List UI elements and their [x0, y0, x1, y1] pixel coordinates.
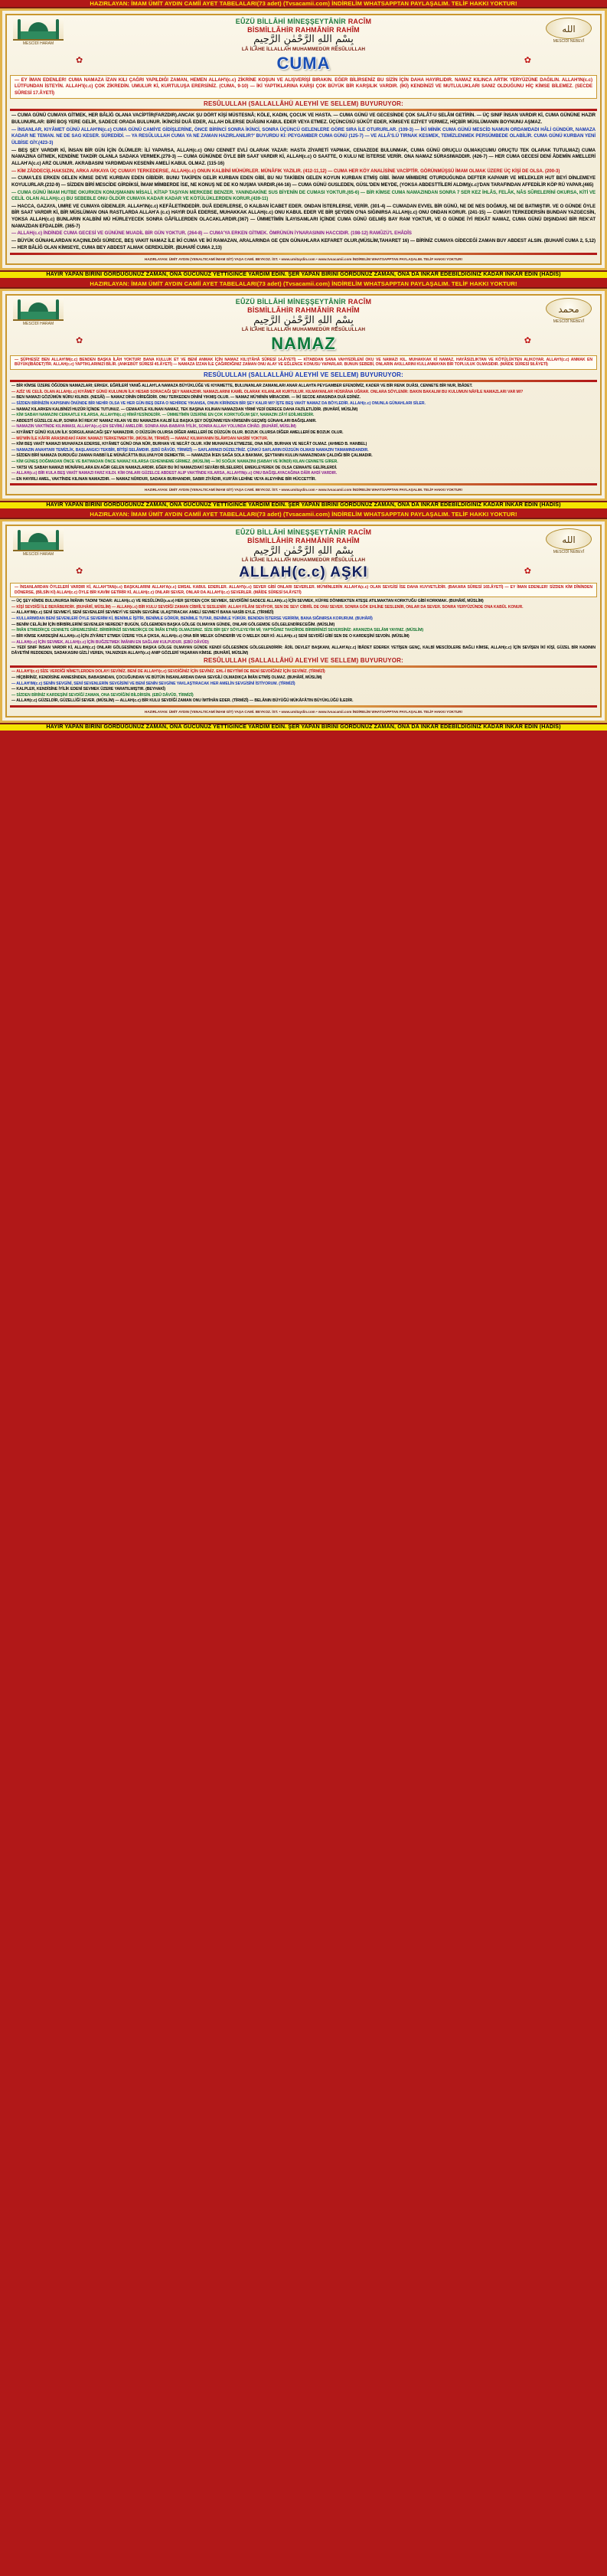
poster-title-bar-2 — [10, 334, 597, 354]
kaaba-caption: MESCİDİ HARAM — [22, 41, 54, 46]
euzu-line: EÛZÜ BİLLÂHİ MİNEŞŞEYTÂNİR RACÎM — [235, 298, 372, 306]
paragraph: — BİR KİMSE ÜZERE ÖĞÜDEN NAMAZLARI; ERKEK. EĞRİLERİ YANIĞ ALLAH'LA NAMAZA BÜYÜKLÜĞE VE KIYAMETTE, BULUNANLAR ZAMANLARI ANAR ALLAHTA PEYGAMBER EFENDİMİZ, KADER VE BİR RENK DUÂSI, CENNETE BİR NUR, İBÂDET. — [11, 384, 473, 389]
card-footer-1: HAZIRLAYAN: ÜMİT AYDIN (YENALTICAMİ İMAM GİT) YAŞA CAMİ. BEYKOZ. İST. • www.umitaydin.com • www.tvsacamii.com İNDİRELİM WHATSAPPTAN PAYLAŞALIM. TELİF HAKKI YOKTUR! — [144, 257, 463, 262]
paragraph: — MÜ'MİN İLE KÂFİR ARASINDAKİ FARK NAMAZI TERKETMEKTİR. (MÜSLİM, TİRMİZÎ) — NAMAZ KILMAYANIN İSLÂM'DAN NASİBİ YOKTUR. — [11, 436, 269, 441]
kaaba-photo-left — [10, 528, 67, 557]
paragraph: — İMÂN ETMEDİKÇE CENNETE GİREMEZSİNİZ. BİRBİRİNİZİ SEVMEDİKÇE DE İMÂN ETMİŞ OLMAZSINIZ. SİZE BİR ŞEY SÖYLEYEYİM Mİ; YAPTIĞINIZ TAKDÎRDE BİRBİRİNİZİ SEVERSİNİZ: ARANIZDA SELÂMI YAYINIZ. (MÜSLİM) — [11, 628, 424, 633]
allah-calligraphy-icon: الله — [546, 18, 592, 39]
top-banner-3: HAZIRLAYAN: İMAM ÜMİT AYDIN CAMİİ AYET TABELALARI(73 adet) (Tvsacamii.com) İNDİRELİM WHATSAPPTAN PAYLAŞALIM. TELİF HAKKI YOKTUR! — [0, 511, 607, 519]
kaaba-icon — [13, 18, 64, 41]
flower-icon-left: ✿ — [76, 567, 83, 577]
hadith-section-title: RESÛLULLAH (SALLALLÂHÜ ALEYHİ VE SELLEM) BUYURUYOR: — [203, 657, 403, 665]
paragraph: — KALPLER, KENDİSİNE İYİLİK EDENİ SEVMEK ÜZERE YARATILMIŞTIR. (BEYHAKÎ) — [11, 687, 165, 692]
paragraph: — ALLAH(c.c) İNDİNDE CUMA GECESİ VE GÜNÜNE MUADİL BİR GÜN YOKTUR. (264-8) — CUMA'YA ERKEN GİTMEK. ÖMRÜNÜN İYNARASININ HACCIDIR. (198-12) RAMÛZÜ'L EHÂDÎS — [11, 230, 412, 237]
ayet-box-3 — [10, 583, 597, 597]
paragraph: — CUMA'LES ERKEN GELEN KİMSE DEVE KURBAN EDEN GİBİDİR. BUNU TAKİPEN GELİR KURBAN EDEN GİBİ, BU NU TAKİBEN GELEN KOYUN KURBAN ETMİŞ GİBİ. İMAM MİMBERE OTURDUĞUNDA DEFTER KAPANIR VE MELEKLER HUT BEYİ DİNLEMEYE KOYULURLAR.(232-9) — SİZDEN BİRİ MESCİDE GİRDİKSİ, İMAM MİMBERDE İSE, NE KONUŞ NE DE KO NUŞMA VARDIR.(44-16) — CUMA GÜNÜ GUSLEDEN, GÜSL'DEN MEYDE, (YOKSA ABDESTTİLERİ ALDIM)(c.c)'DAN TARAFINDAN AFFEDİLİR KÖP RÜ YAPAR.(465) — [11, 175, 596, 188]
paragraph: — AZİZ VE CELİL OLAN ALLAH(c.c) KIYÂMET GÜNÜ KULUNUN İLK HESAB SORACAĞI ŞEY NAMAZDIR. NAMAZLARINI KAMİL OLARAK KILANLAR KURTULUR. KILMAYANLAR HÜSRÂNA UĞRAR. ONLARA SÖYLENİR: BAKIN BAKALIM BU KULUMUN NÂFİLE NAMAZLARI VAR MI? — [11, 389, 524, 394]
kaaba-photo-left — [10, 18, 67, 46]
top-banner-2: HAZIRLAYAN: İMAM ÜMİT AYDIN CAMİİ AYET TABELALARI(73 adet) (Tvsacamii.com) İNDİRELİM WHATSAPPTAN PAYLAŞALIM. TELİF HAKKI YOKTUR! — [0, 280, 607, 289]
paragraph: — HİÇBİRİNİZ, KENDİSİNE ANNESİNDEN, BABASINDAN, ÇOCUĞUNDAN VE BÜTÜN İNSANLARDAN DAHA SEVGİLİ OLMADIKÇA İMÂN ETMİŞ OLMAZ. (BUHÂRÎ, MÜSLİM) — [11, 675, 322, 680]
paragraph: — KIYÂMET GÜNÜ KULUN İLK SORGULANACAĞI ŞEY NAMAZDIR. O DÜZGÜN OLURSA DİĞER AMELLERİ DE DÜZGÜN OLUR. BOZUK OLURSA DİĞER AMELLERİ DE BOZUK OLUR. — [11, 430, 344, 435]
ayet-box-1 — [10, 75, 597, 100]
paragraph: — BEŞ ŞEY VARDIR Kİ, İNSAN BİR GÜN İÇİN ÖLÜMLER: İLİ YAPARSA, ALLAH(c.c) ONU CENNET EVLİ OLARAK YAZAR: HASTA ZİYARETİ YAPMAK, CENAZEDE BULUNMAK, CUMA GÜNÜ ORUÇLU OLMAK(CUMU ORUÇTU TEK OLARAK TUTULMAZ) CUMA NAMAZINA GİTMEK, KENDİNE TAKDİR OLANLA SADAKA VERMEK.(279-3) — CUMA GÜNÜNDE ÖYLE BİR SAAT VARDIR Kİ, ALLAH(c.c) O SAATTE, O KULU NE İSTERSE VERİR. ONA NAMAZ SÜRASIWADDIR. (426-7) — HER CUMA GECESİ DENİ ÂDEMİN AMELLERİ ALLAH'A(c.c) ARZ OLUNUR. AKRABASINI YARDIMDAN KESENİN AMELİ KABUL OLMAZ. (115-16) — [11, 147, 596, 166]
paragraph: — BEN NAMAZI GÖZÜMÜN NÛRU KILINDI. (NESÂÎ) — NAMAZ DİNİN DİREĞİDİR. ONU TERKEDEN DİNİNİ YIKMIŞ OLUR. — NAMAZ MÜ'MİNİN MİRACIDIR. — İKİ SECDE ARASINDA DUÂ EDİNİZ. — [11, 395, 361, 400]
hadith-body-2 — [10, 384, 597, 482]
hadith-body-3-bottom — [10, 669, 597, 704]
besmele-line: BİSMİLLÂHİR RAHMÂNİR RAHÎM — [247, 536, 360, 544]
shahada-line: LÂ İLÂHE İLLALLAH MUHAMMEDÜR RESÛLULLAH — [241, 326, 366, 332]
paragraph: — SİZDEN BİRİNİZ KARDEŞİNİ SEVDİĞİ ZAMAN, ONA SEVDİĞİNİ BİLDİRSİN. (EBÛ DÂVÛD, TİRMİZÎ) — [11, 692, 194, 698]
paragraph: — KİM SABAH NAMAZINI CEMAATLE KILARSA, ALLAH'IN(c.c) HİMÂYESİNDEDİR. — ÜMMETİMİN ÜZERİNE EN ÇOK KORKTUĞUM ŞEY, NAMAZIN ZÂYİ EDİLMESİDİR. — [11, 413, 315, 418]
paragraph: — ALLAH'IM(c.c) SENİN SEVGİNİ, SENİ SEVENLERİN SEVGİSİNİ VE BENİ SENİN SEVGİNE YAKLAŞTIRACAK HER AMELİN SEVGİSİNİ İSTİYORUM. (TİRMİZÎ) — [11, 681, 295, 686]
paragraph: — BİR KİMSE KARDEŞİNİ ALLAH(c.c) İÇİN ZİYÂRET ETMEK ÜZERE YOLA ÇIKSA, ALLAH(c.c) ONA BİR MELEK GÖNDERİR VE O MELEK DER Kİ: ALLAH(c.c) SENİ SEVDİĞİ GİBİ SEN DE O KARDEŞİNİ SEVDİN. (MÜSLİM) — [11, 633, 410, 639]
kaaba-photo-left — [10, 298, 67, 326]
paragraph: — ABDESTİ GÜZELCE ALIP, SONRA İKİ REK'AT NAMAZ KILAN VE BU NAMAZDA KALBİ İLE BAŞKA ŞEY DÜŞÜNMEYEN KİMSENİN GEÇMİŞ GÜNAHLARI BAĞIŞLANIR. — [11, 418, 317, 423]
besmele-arabic: بِسْمِ اللهِ الرَّحْمٰنِ الرَّحِيمِ — [253, 314, 354, 326]
divider — [10, 665, 597, 668]
paragraph: — BENİM CELÂLİM İÇİN BİRBİRLERİNİ SEVENLER NEREDE? BUGÜN, GÖLGEMDEN BAŞKA GÖLGE OLMAYAN GÜNDE, ONLARI GÖLGEMDE GÖLGELENDİRECEĞİM. (MÜSLİM) — [11, 622, 335, 627]
kaaba-caption: MESCİDİ HARAM — [22, 322, 54, 327]
muhammad-calligraphy-icon: محمد — [546, 298, 592, 319]
paragraph: — KULLARIMDAN BENİ SEVENLERİ ÖYLE SEVERİM Kİ, BENİMLE İŞİTİR, BENİMLE GÖRÜR, BENİMLE TUTAR, BENİMLE YÜRÜR. BENDEN İSTERSE VERİRİM, BANA SIĞINIRSA KORURUM. (BUHÂRÎ) — [11, 616, 373, 622]
top-banner-1: HAZIRLAYAN: İMAM ÜMİT AYDIN CAMİİ AYET TABELALARI(73 adet) (Tvsacamii.com) İNDİRELİM WHATSAPPTAN PAYLAŞALIM. TELİF HAKKI YOKTUR! — [0, 0, 607, 8]
yellow-banner-3: HAYIR YAPAN BİRİNİ GÖRDÜĞÜNÜZ ZAMAN, ONA GÜCÜNÜZ YETTİĞİNCE YARDIM EDİN. ŞER YAPAN BİRİNİ GÖRDÜNÜZ ZAMAN, ONA DA İNKAR EDEBİLDİĞİNİZ KADAR İNKAR EDİN (HADİS) — [0, 723, 607, 731]
yellow-banner-1: HAYIR YAPAN BİRİNİ GÖRDÜĞÜNÜZ ZAMAN, ONA GÜCÜNÜZ YETTİĞİNCE YARDIM EDİN. ŞER YAPAN BİRİNİ GÖRDÜNÜZ ZAMAN, ONA DA İNKAR EDEBİLDİĞİNİZ KADAR İNKAR EDİN (HADİS) — [0, 270, 607, 278]
hadith-body-1 — [10, 113, 597, 251]
flower-icon-right: ✿ — [524, 55, 531, 65]
divider — [10, 109, 597, 111]
poster-card-allah-aski — [0, 519, 607, 723]
paragraph: — HACCA, GAZAYA, UMRE VE CUMAYA GİDENLER. ALLAH'IN(c.c) KEFÂLETİNDEDİR. DUÂ EDERLERSE, O KALBAN İCABET EDER. ONDAN İSTERLERSE, VERİR. (301-4) — CUMADAN EVVEL BİR GÜNÜ, NE DE NES DOĞMUŞ, NE DE BATMIŞTIR. VE O GÜNDE ÖYLE BİR SAAT VARDIR Kİ, BİR MÜSLÜMAN ONA RASTLARDA ALLAH'A (c.c) HAYIR DUÂ EDERSE, MUHAKKAK ALLAH(c.c) ONU KABUL EDER VE BİR ŞEYDEN O'NA SIĞINIRSA ALLAH(c.c) ONU ONDAN KORUR. (241-15) — CUMAYI TERKEDERSİN BUNDAN YAZGECSİN, YOKSA ALLAH(c.c) BUNLARIN KALBİNİ MÜ HÜRLEYECEK SONRA GÂFİLLERDEN OLACAKLARDIR.(367) — ÜMMETİMİN İLAYISAMLARI İÇİNDE CUMA GÜNÜ GELMİŞ BAY RAM YOKTUR, VE O GÜNDE İYİ REKÂT NAMAZ, CUMA GÜNÜ DIŞINDAKİ BİR REK'AT NAMAZDAN EFDALDİR. (365-7) — [11, 203, 596, 229]
besmele-line: BİSMİLLÂHİR RAHMÂNİR RAHÎM — [247, 306, 360, 314]
besmele-arabic: بِسْمِ اللهِ الرَّحْمٰنِ الرَّحِيمِ — [253, 34, 354, 46]
hadith-section-title: RESÛLULLAH (SALLALLÂHÜ ALEYHİ VE SELLEM) BUYURUYOR: — [203, 371, 403, 379]
paragraph: — NAMAZIN ANAHTARI TEMİZLİK, BAŞLANGICI TEKBİR, BİTİŞİ SELÂMDIR. (EBÛ DÂVÛD, TİRMİZÎ) — SAFLARINIZI DÜZELTİNİZ. ÇÜNKÜ SAFLARIN DÜZGÜN OLMASI NAMAZIN TAMAMINDANDIR. — [11, 447, 369, 453]
flower-icon-left: ✿ — [76, 335, 83, 345]
flower-icon-right: ✿ — [524, 567, 531, 577]
page-title: NAMAZ — [271, 333, 336, 353]
ayet-text: — İNSANLARDAN ÖYLELERİ VARDIR Kİ, ALLAH'TAN(c.c) BAŞKALARINI ALLAH'A(c.c) EMSAL KABUL EDERLER. ALLAH'I(c.c) SEVER GİBİ ONLARI SEVERLER. MÜ'MİNLERİN ALLAH'A(c.c) OLAN SEVGİSİ İSE DAHA KUVVETLİDİR. (BAKARA SÛRESİ 165.ÂYETİ) — EY İMAN EDENLER! SİZDEN KİM DÎNİNDEN DÖNERSE, (BİLSİN Kİ) ALLAH(c.c) ÖYLE BİR KAVİM GETİRİR Kİ, ALLAH(c.c) ONLARI SEVER, ONLAR DA ALLAH'I(c.c) SEVERLER. (MÂİDE SÛRESİ 54.ÂYETİ) — [15, 585, 592, 595]
divider — [10, 483, 597, 485]
hadith-section-title: RESÛLULLAH (SALLALLÂHÜ ALEYHİ VE SELLEM) BUYURUYOR: — [203, 100, 403, 108]
kaaba-caption: MESCİDİ HARAM — [22, 552, 54, 557]
flower-icon-left: ✿ — [76, 55, 83, 65]
poster-header-1 — [10, 18, 597, 52]
calligraphy-right — [540, 298, 597, 324]
ayet-box-2 — [10, 355, 597, 370]
paragraph: — KİM BEŞ VAKİT NAMAZI MUHAFAZA EDERSE, KIYÂMET GÜNÜ ONA NÛR, BURHAN VE NECÂT OLUR. KİM MUHAFAZA ETMEZSE, ONA NÛR, BURHAN VE NECÂT OLMAZ. (AHMED B. HANBEL) — [11, 442, 367, 447]
paragraph: — KİM GÜNEŞ DOĞMADAN ÖNCE VE BATMADAN ÖNCE NAMAZ KILARSA CEHENNEME GİRMEZ. (MÜSLİM) — İKİ SOĞUK NAMAZINI (SABAH VE İKİNDİ) KILAN CENNETE GİRER. — [11, 459, 338, 465]
paragraph: — ALLAH(c.c) GÜZELDİR, GÜZELLİĞİ SEVER. (MÜSLİM) — ALLAH(c.c) BİR KULU SEVDİĞİ ZAMAN ONU İMTİHÂN EDER. (TİRMİZÎ) — BELÂNIN BÜYÜĞÜ MÜKÂFÂTIN BÜYÜKLÜĞÜ İLEDİR. — [11, 698, 354, 704]
paragraph: — CUMA GÜNÜ CUMAYA GİTMEK, HER BÂLİĞ OLANA VACİPTİR(FARZDIR).ANCAK ŞU DÖRT KİŞİ MÜSTESNÂ; KÖLE, KADIN, ÇOCUK VE HASTA. — CUMA GÜNÜ VE GECESİNDE ÇOK SALÂT-U SELÂM GETİRİN. — ÜÇ SINIF İNSAN VARDIR Kİ, CUMA GÜNÜNE HAZIR BULUNURLAR: BİRİ BOŞ YERE GELİR, SADECE ORADA BULUNUR. İKİNCİSİ DUÂ EDER, ALLAH DİLERSE DUÂSINI KABUL EDER VEYA ETMEZ. ÜÇÜNCÜSÜ SÜKÛT EDER, KİMSEYE EZİYET VERMEZ, HİÇBİR MÜSLÜMANIN BOYNUNU AŞMAZ. — [11, 113, 596, 126]
poster-title-bar-1 — [10, 54, 597, 74]
paragraph: — NAMAZ KILARKEN KALBİNİZİ HUZÛR İÇİNDE TUTUNUZ. — CEMAATLE KILINAN NAMAZ, TEK BAŞINA KILINAN NAMAZDAN YİRMİ YEDİ DERECE DAHA FAZİLETLİDİR. (BUHÂRÎ, MÜSLİM) — [11, 407, 358, 412]
divider — [10, 705, 597, 708]
calligraphy-right — [540, 18, 597, 44]
poster-page — [0, 0, 607, 731]
paragraph: — ALLAH'IM(c.c) SENİ SEVMEYİ, SENİ SEVENLERİ SEVMEYİ VE SENİN SEVGİNE ULAŞTIRACAK AMELİ SEVMEYİ BANA NASİB EYLE. (TİRMİZÎ) — [11, 610, 274, 616]
page-title: ALLAH(c.c) AŞKI — [239, 564, 368, 581]
kaaba-icon — [13, 298, 64, 321]
paragraph: — İNSANLAR, KIYÂMET GÜNÜ ALLAH'IN(c.c) CUMA GÜNÜ CAMİYE GİDİŞLERİNE, ÖNCE BİRİNCİ SONRA İKİNCİ, SONRA ÜÇÜNCÜ GELENLERE GÖRE SIRA İLE OTURURLAR. (109-3) — İKİ MİNİK CUMA GÜNÜ MESCİD NAMUN ORDAMDADI HÂLİ GÜNDÜR, NAMAZA KADAR NE TEMAN. NE DE SAG KESER. SÜREDİDİ. — YA RESÛLULLAH CUMA YA NE ZAMAN HAZIRLANILIR?' BUYURDU Kİ: PEYGAMBER CUMA GÜNÜ (125-7) — VE ALLÂ'S.Ü TIRNAK KESMEK, TEMİZLENMEK PERSÜMBEDE OLABİLİR. CUMA GÜNÜ KURBAN YENİ ÜLBİSE GİY.(423-3) — [11, 126, 596, 146]
euzu-line: EÛZÜ BİLLÂHİ MİNEŞŞEYTÂNİR RACÎM — [235, 528, 372, 537]
paragraph: — KİM ZÂDDECİ(LHAKSIZIN, ARKA ARKAYA ÜÇ CUMAYI TERKEDERSE, ALLAH(c.c) ONUN KALBİNİ MÜHÜRLER. MÜNÂFIK YAZILIR. (412-11,12) — CUMA HER KÖY ANALİSİNE VACİPTİR. GÖRÜNMÜŞSÜ İMAM OLMAK ÜZERE ÜÇ KİŞİ DE OLSA. (200-3) — [11, 168, 560, 174]
paragraph: — BÜYÜK GÜNAHLARDAN KAÇINILDIĞI SÜRECE, BEŞ VAKIT NAMAZ İLE İKİ CUMA VE İKİ RAMAZAN, ARALARINDA GE ÇEN GÜNAHLARA KEFARET OLUR.(MÜSLİM,TAHARET 16) — BİRİNİZ CUMAYA GİDECEĞİ ZAMAN BUY ABDEST ALSIN. (BUHARÎ CUMA 2, 5,12) — HER BÂLİĞ OLAN KİMSEYE, CUMA BEY ABDEST ALMAK GEREKLİDİR. (BUHARÎ CUMA 2,13) — [11, 238, 596, 250]
page-title: CUMA — [276, 53, 331, 73]
paragraph: — SİZDEN BİRİ NAMAZA DURDUĞU ZAMAN RABBİ İLE MÜNÂCÂTTA BULUNUYOR DEMEKTİR. — NAMAZDA İKEN SAĞA SOLA BAKMAK, ŞEYTANIN KULUN NAMAZINDAN ÇALDIĞI BİR ÇALMADIR. — [11, 453, 373, 459]
besmele-line: BİSMİLLÂHİR RAHMÂNİR RAHÎM — [247, 25, 360, 34]
poster-card-namaz — [0, 289, 607, 501]
kaaba-icon — [13, 528, 64, 551]
card-footer-3: HAZIRLAYAN: ÜMİT AYDIN (YENALTICAMİ İMAM GİT) YAŞA CAMİ. BEYKOZ. İST. • www.umitaydin.com • www.tvsacamii.com İNDİRELİM WHATSAPPTAN PAYLAŞALIM. TELİF HAKKI YOKTUR! — [144, 710, 463, 714]
nebevi-caption: MESCİDİ NEBEVÎ — [553, 550, 585, 555]
poster-header-3 — [10, 528, 597, 563]
shahada-line: LÂ İLÂHE İLLALLAH MUHAMMEDÜR RESÛLULLAH — [241, 557, 366, 564]
calligraphy-right — [540, 528, 597, 554]
paragraph: — ÜÇ ŞEY KİMDE BULUNURSA İMÂNIN TADINI TADAR: ALLAH(c.c) VE RESÛLÜNÜ(s.a.v) HER ŞEYDEN ÇOK SEVMEK, SEVDİĞİNİ SADECE ALLAH(c.c) İÇİN SEVMEK, KÜFRE DÖNMEKTEN ATEŞE ATILMAKTAN KORKTUĞU GİBİ KORKMAK. (BUHÂRÎ, MÜSLİM) — [11, 599, 484, 604]
euzu-line: EÛZÜ BİLLÂHİ MİNEŞŞEYTÂNİR RACÎM — [235, 17, 372, 25]
paragraph: — ALLAH'I(c.c) SİZE VERDİĞİ NÎMETLERDEN DOLAYI SEVİNİZ. BENİ DE ALLAH'I(c.c) SEVDİĞİNİZ İÇİN SEVİNİZ. EHL-İ BEYTİMİ DE BENİ SEVDİĞİNİZ İÇİN SEVİNİZ. (TİRMİZÎ) — [11, 669, 325, 675]
paragraph: — ALLAH(c.c) İÇİN SEVMEK, ALLAH(c.c) İÇİN BUĞZETMEK İMÂNIN EN SAĞLAM KULPUDUR. (EBÛ DÂVÛD) — [11, 639, 209, 645]
paragraph: — KİŞİ SEVDİĞİ İLE BERÂBERDİR. (BUHÂRÎ, MÜSLİM) — ALLAH(c.c) BİR KULU SEVDİĞİ ZAMAN CİBRÎL'E SESLENİR: ALLAH FİLÂNI SEVİYOR, SEN DE SEV! CİBRÎL DE ONU SEVER. SONRA GÖK EHLİNE SESLENİR, ONLAR DA SEVER. SONRA YERYÜZÜNDE ONA KABÛL KONUR. — [11, 604, 524, 610]
hadith-body-3-top — [10, 599, 597, 655]
besmele-arabic: بِسْمِ اللهِ الرَّحْمٰنِ الرَّحِيمِ — [253, 544, 354, 557]
flower-icon-right: ✿ — [524, 335, 531, 345]
yellow-banner-2: HAYIR YAPAN BİRİNİ GÖRDÜĞÜNÜZ ZAMAN, ONA GÜCÜNÜZ YETTİĞİNCE YARDIM EDİN. ŞER YAPAN BİRİNİ GÖRDÜNÜZ ZAMAN, ONA DA İNKAR EDEBİLDİĞİNİZ KADAR İNKAR EDİN (HADİS) — [0, 501, 607, 508]
paragraph: — YEDİ SINIF İNSAN VARDIR Kİ, ALLAH(c.c) ONLARI GÖLGESİNDEN BAŞKA GÖLGE OLMAYAN GÜNDE KENDİ GÖLGESİNDE GÖLGELENDİRİR: ÂDİL DEVLET BAŞKANI, ALLAH'A(c.c) İBÂDET EDEREK YETİŞEN GENÇ, KALBİ MESCİDLERE BAĞLI KİMSE, ALLAH(c.c) İÇİN SEVİŞEN İKİ KİŞİ, GÜZEL BİR KADININ DÂVETİNİ REDDEDEN, SADAKASINI GİZLİ VEREN, YALNIZKEN ALLAH'I(c.c) ANIP GÖZLERİ YAŞARAN KİMSE. (BUHÂRÎ, MÜSLİM) — [11, 646, 596, 655]
paragraph: — SİZDEN BİRİNİZİN KAPISININ ÖNÜNDE BİR NEHİR OLSA VE HER GÜN BEŞ DEFA O NEHİRDE YIKANSA, ONUN KİRİNDEN BİR ŞEY KALIR MI? İŞTE BEŞ VAKİT NAMAZ DA BÖYLEDİR. ALLAH(c.c) ONUNLA GÜNAHLARI SİLER. — [11, 400, 426, 406]
nebevi-caption: MESCİDİ NEBEVÎ — [553, 38, 585, 44]
allah-calligraphy-icon: الله — [546, 528, 592, 550]
nebevi-caption: MESCİDİ NEBEVÎ — [553, 319, 585, 325]
paragraph: — YATSI VE SABAH NAMAZI MÜNÂFIKLARA EN AĞIR GELEN NAMAZLARDIR. EĞER BU İKİ NAMAZDAKİ SEVÂBI BİLSELERDİ, EMEKLEYEREK DE OLSA CEMAATE GELİRLERDİ. — [11, 465, 338, 470]
ayet-text: — EY İMAN EDENLER! CUMA NAMAZA İZAN KILI ÇAĞRI YAPILDIĞI ZAMAN, HEMEN ALLAH'I(c.c) ZİKRİNE KOŞUN VE ALIŞVERİŞİ BIRAKIN. EĞER BİLİRSENİZ BU SİZİN İÇİN DAHA HAYIRLIDIR. NAMAZ KILINCA ARTIK YERYÜZÜNE DAĞILIN. ALLAH'IN(c.c) LÜTFUNDAN İSTEYİN. ALLAH'I(c.c) ÇOK ZİKREDİN. UMULUR Kİ, KURTULUŞA ERERSİNİZ. (CUMA, 9-10) — İKİ YAPTIKLARINA KARŞI ÇOK BÜYÜK BİR KARŞILIK VARDIR. (İKİ) KENDİNİZİ VE MUTLULUKLARI SANIZ OLDUĞUNU HİÇ KİMSE BİLEMEZ. (SECDE SÛRESİ 17.ÂYETİ) — [15, 77, 592, 96]
poster-title-bar-3 — [10, 564, 597, 581]
paragraph: — EN HAYIRLI AMEL, VAKTİNDE KILINAN NAMAZDIR. — NAMAZ NÛRDUR, SADAKA BURHANDIR, SABIR ZİYÂDIR, KUR'ÂN LEHİNE VEYA ALEYHİNE BİR HÜCCETTİR. — [11, 476, 316, 482]
paragraph: — CUMA GÜNÜ İMAM HUTBE OKURKEN KONUŞMANIN MİSALİ, KİTAP TAŞIYAN MERKEBE BENZER. YANINDAKİNE SUS BİYENİN DE CUMASI YOKTUR.(65-6) — BİR KİMSE CUMA NAMAZINDAN SONRA 7 SER KEZ İHLÂS, FELÂK, NÂS SÛRELERİNİ OKURSA, KİTİ VE CELİL OLAN ALLAH(c.c) BU SEBEBLE ONU ÖLDÜR CUMAYA KADAR KADAR VE KÖTÜLÜKLERDEN KORUR.(439-11) — [11, 189, 596, 202]
shahada-line: LÂ İLÂHE İLLALLAH MUHAMMEDÜR RESÛLULLAH — [241, 46, 366, 52]
poster-header-2 — [10, 298, 597, 332]
divider — [10, 380, 597, 382]
poster-card-cuma — [0, 8, 607, 270]
card-footer-2: HAZIRLAYAN: ÜMİT AYDIN (YENALTICAMİ İMAM GİT) YAŞA CAMİ. BEYKOZ. İST. • www.umitaydin.com • www.tvsacamii.com İNDİRELİM WHATSAPPTAN PAYLAŞALIM. TELİF HAKKI YOKTUR! — [144, 488, 463, 492]
divider — [10, 253, 597, 255]
paragraph: — NAMAZIN VAKTİNDE KILINMASI, ALLAH'A(c.c) EN SEVİMLİ AMELDİR. SONRA ANA-BABAYA İYİLİK, SONRA ALLAH YOLUNDA CİHÂD. (BUHÂRÎ, MÜSLİM) — [11, 424, 296, 430]
ayet-text: — ŞÜPHESİZ BEN ALLAH'IM(c.c) BENDEN BAŞKA İLÂH YOKTUR! BANA KULLUK ET VE BENİ ANMAK İÇİN NAMAZ KIL!(TÂHÂ SÛRESİ 14.ÂYETİ) — KİTABDAN SANA VAHYEDİLENİ OKU VE NAMAZI KIL. MUHAKKAK Kİ NAMAZ, HAYÂSIZLIKTAN VE KÖTÜLÜKTEN ALIKOYAR. ALLAH'I(c.c) ANMAK EN BÜYÜK(İBÂDET)TİR. ALLAH(c.c) YAPTIKLARINIZI BİLİR. (ANKEBÛT SÛRESİ 45.ÂYETİ) — NAMAZA İZZAN İLE ÇAĞIRDIĞINIZ ZAMAN ONU ALAY VE EĞLENCE KONUSU YAPARLAR. BUNUN SEBEBİ, ONLARIN AKILLARINI KULLANMAYAN BİR TOPLULUK OLMASIDIR. (MÂİDE SÛRESİ 58.ÂYETİ) — [15, 357, 592, 368]
paragraph: — ALLAH(c.c) BİR KULA BEŞ VAKİT NAMAZI FARZ KILDI. KİM ONLARI GÜZELCE ABDEST ALIP VAKTİNDE KILARSA, ALLAH'IN(c.c) ONU BAĞIŞLAYACAĞINA DÂİR AHDİ VARDIR. — [11, 471, 338, 476]
